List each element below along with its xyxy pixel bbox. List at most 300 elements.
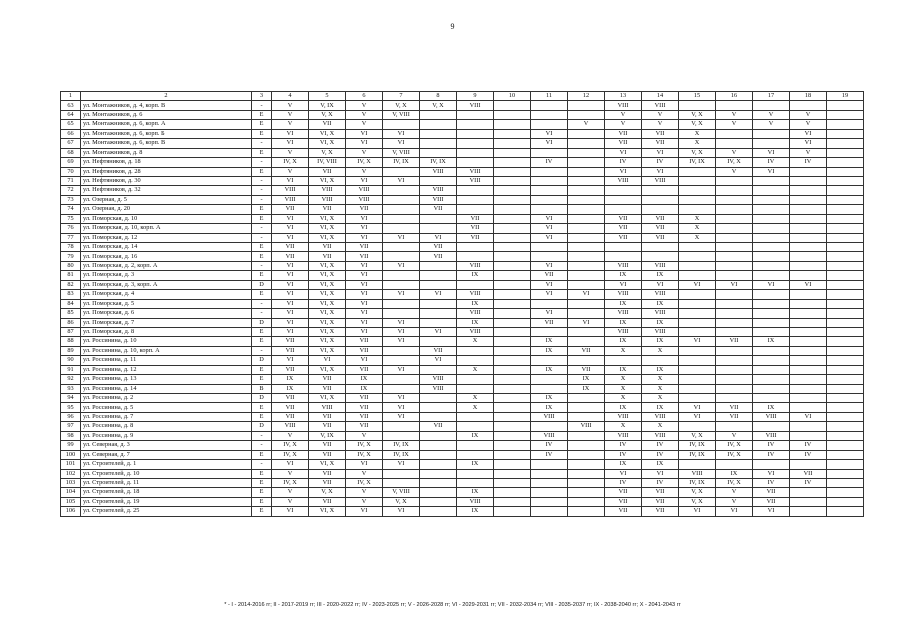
table-row bbox=[61, 205, 864, 214]
address-cell: ул. Строителей, д. 10 bbox=[81, 469, 252, 478]
schedule-cell: VI, X bbox=[309, 280, 346, 289]
schedule-cell bbox=[827, 271, 864, 280]
schedule-cell: VI bbox=[679, 412, 716, 421]
schedule-cell: VI bbox=[383, 318, 420, 327]
schedule-cell bbox=[790, 186, 827, 195]
schedule-cell bbox=[568, 478, 605, 487]
schedule-cell bbox=[457, 441, 494, 450]
schedule-cell: VI bbox=[346, 233, 383, 242]
schedule-cell bbox=[679, 186, 716, 195]
schedule-cell: VII bbox=[309, 412, 346, 421]
schedule-cell: VIII bbox=[753, 412, 790, 421]
schedule-cell: VII bbox=[605, 497, 642, 506]
schedule-cell bbox=[716, 318, 753, 327]
schedule-cell: VI bbox=[605, 469, 642, 478]
schedule-cell bbox=[494, 318, 531, 327]
table-row bbox=[61, 148, 864, 157]
schedule-cell bbox=[642, 205, 679, 214]
schedule-cell: VII bbox=[605, 129, 642, 138]
schedule-cell: VI bbox=[753, 167, 790, 176]
schedule-cell bbox=[642, 243, 679, 252]
schedule-cell: V, X bbox=[679, 497, 716, 506]
schedule-cell: VIII bbox=[642, 261, 679, 270]
category-cell: E bbox=[252, 412, 272, 421]
schedule-cell: VI bbox=[383, 176, 420, 185]
schedule-cell bbox=[753, 176, 790, 185]
schedule-cell bbox=[568, 214, 605, 223]
table-row bbox=[61, 167, 864, 176]
schedule-cell: VI bbox=[531, 214, 568, 223]
schedule-cell: VII bbox=[420, 422, 457, 431]
schedule-cell: VII bbox=[716, 337, 753, 346]
schedule-cell: X bbox=[605, 384, 642, 393]
schedule-cell bbox=[494, 243, 531, 252]
schedule-cell bbox=[531, 299, 568, 308]
schedule-cell bbox=[420, 176, 457, 185]
schedule-cell: VI bbox=[383, 337, 420, 346]
schedule-cell bbox=[420, 120, 457, 129]
schedule-cell bbox=[494, 441, 531, 450]
schedule-cell bbox=[790, 346, 827, 355]
schedule-cell bbox=[494, 299, 531, 308]
schedule-table-wrapper bbox=[60, 91, 864, 517]
schedule-cell bbox=[457, 120, 494, 129]
schedule-cell: VI bbox=[272, 290, 309, 299]
schedule-cell bbox=[716, 309, 753, 318]
schedule-cell bbox=[753, 139, 790, 148]
schedule-cell bbox=[531, 384, 568, 393]
schedule-cell bbox=[716, 384, 753, 393]
schedule-cell bbox=[568, 158, 605, 167]
schedule-cell: V, X bbox=[679, 488, 716, 497]
schedule-cell: VI bbox=[383, 233, 420, 242]
schedule-cell: VI bbox=[531, 290, 568, 299]
schedule-cell: X bbox=[642, 346, 679, 355]
schedule-cell: VII bbox=[420, 346, 457, 355]
schedule-cell bbox=[679, 167, 716, 176]
schedule-cell bbox=[494, 309, 531, 318]
schedule-cell bbox=[457, 195, 494, 204]
schedule-cell: VI bbox=[346, 139, 383, 148]
schedule-cell: V bbox=[568, 120, 605, 129]
category-cell: E bbox=[252, 243, 272, 252]
schedule-cell: VI bbox=[531, 129, 568, 138]
address-cell: ул. Россинина, д. 7 bbox=[81, 412, 252, 421]
schedule-cell: VI bbox=[790, 129, 827, 138]
schedule-cell: VI, X bbox=[309, 139, 346, 148]
schedule-cell: IX bbox=[605, 271, 642, 280]
schedule-cell: V, X bbox=[383, 101, 420, 110]
schedule-cell: V, X bbox=[679, 120, 716, 129]
header-cell: 16 bbox=[716, 92, 753, 101]
address-cell: ул. Россинина, д. 13 bbox=[81, 375, 252, 384]
schedule-cell: X bbox=[642, 422, 679, 431]
schedule-cell: IX bbox=[531, 365, 568, 374]
schedule-cell bbox=[383, 478, 420, 487]
schedule-cell bbox=[716, 101, 753, 110]
schedule-cell: VIII bbox=[420, 195, 457, 204]
schedule-cell bbox=[679, 261, 716, 270]
table-row bbox=[61, 441, 864, 450]
schedule-cell bbox=[827, 460, 864, 469]
category-cell: E bbox=[252, 148, 272, 157]
schedule-cell: V bbox=[605, 120, 642, 129]
schedule-cell bbox=[457, 356, 494, 365]
schedule-cell: VII bbox=[309, 469, 346, 478]
table-row bbox=[61, 394, 864, 403]
schedule-cell: VIII bbox=[605, 412, 642, 421]
schedule-cell: VI bbox=[346, 318, 383, 327]
schedule-cell bbox=[716, 261, 753, 270]
schedule-cell bbox=[753, 346, 790, 355]
schedule-cell bbox=[494, 375, 531, 384]
schedule-cell: IX bbox=[531, 337, 568, 346]
address-cell: ул. Строителей, д. 19 bbox=[81, 497, 252, 506]
schedule-cell: VII bbox=[309, 384, 346, 393]
schedule-cell: IX bbox=[716, 469, 753, 478]
schedule-cell: X bbox=[605, 375, 642, 384]
schedule-cell bbox=[457, 139, 494, 148]
category-cell: E bbox=[252, 403, 272, 412]
schedule-cell bbox=[753, 422, 790, 431]
schedule-cell bbox=[568, 497, 605, 506]
schedule-cell bbox=[827, 205, 864, 214]
category-cell: E bbox=[252, 110, 272, 119]
schedule-cell: V bbox=[346, 120, 383, 129]
schedule-cell bbox=[827, 224, 864, 233]
schedule-cell bbox=[753, 233, 790, 242]
schedule-cell bbox=[827, 167, 864, 176]
schedule-cell: IX bbox=[642, 299, 679, 308]
schedule-cell bbox=[679, 460, 716, 469]
schedule-cell: VI bbox=[346, 224, 383, 233]
schedule-cell bbox=[420, 318, 457, 327]
schedule-cell: V bbox=[790, 148, 827, 157]
schedule-cell: V, X bbox=[309, 488, 346, 497]
schedule-cell: VI bbox=[346, 261, 383, 270]
address-cell: ул. Поморская, д. 10, корп. А bbox=[81, 224, 252, 233]
schedule-cell bbox=[568, 243, 605, 252]
schedule-cell bbox=[790, 384, 827, 393]
schedule-cell: IV, IX bbox=[679, 441, 716, 450]
schedule-cell bbox=[457, 110, 494, 119]
schedule-cell: VIII bbox=[642, 290, 679, 299]
schedule-cell: VIII bbox=[642, 176, 679, 185]
schedule-cell bbox=[568, 261, 605, 270]
schedule-cell: VI bbox=[346, 280, 383, 289]
schedule-cell bbox=[568, 403, 605, 412]
schedule-cell: VII bbox=[716, 412, 753, 421]
category-cell: E bbox=[252, 214, 272, 223]
schedule-cell: VI bbox=[272, 129, 309, 138]
schedule-cell bbox=[679, 327, 716, 336]
schedule-cell bbox=[716, 394, 753, 403]
schedule-cell bbox=[753, 101, 790, 110]
schedule-cell bbox=[827, 101, 864, 110]
schedule-cell: VII bbox=[309, 422, 346, 431]
category-cell: - bbox=[252, 346, 272, 355]
schedule-cell: IX bbox=[457, 460, 494, 469]
schedule-cell bbox=[679, 394, 716, 403]
schedule-cell bbox=[457, 243, 494, 252]
schedule-cell bbox=[420, 488, 457, 497]
schedule-cell bbox=[679, 243, 716, 252]
schedule-cell: V bbox=[716, 110, 753, 119]
schedule-cell: VI bbox=[272, 233, 309, 242]
table-row bbox=[61, 139, 864, 148]
schedule-cell bbox=[531, 497, 568, 506]
schedule-cell bbox=[383, 252, 420, 261]
table-row bbox=[61, 422, 864, 431]
schedule-cell: VII bbox=[642, 129, 679, 138]
schedule-cell: VII bbox=[605, 233, 642, 242]
schedule-cell: IX bbox=[642, 271, 679, 280]
schedule-cell bbox=[494, 365, 531, 374]
schedule-cell bbox=[494, 158, 531, 167]
schedule-cell: VI, X bbox=[309, 129, 346, 138]
schedule-cell: VII bbox=[346, 403, 383, 412]
category-cell: E bbox=[252, 507, 272, 516]
schedule-cell: IV bbox=[790, 450, 827, 459]
schedule-cell bbox=[827, 507, 864, 516]
schedule-cell: IV, IX bbox=[383, 450, 420, 459]
schedule-cell: VIII bbox=[679, 469, 716, 478]
schedule-cell: VI bbox=[642, 148, 679, 157]
schedule-cell: V, IX bbox=[309, 431, 346, 440]
schedule-cell bbox=[420, 261, 457, 270]
schedule-cell bbox=[827, 214, 864, 223]
schedule-cell: VI bbox=[272, 327, 309, 336]
category-cell: - bbox=[252, 261, 272, 270]
schedule-cell: VII bbox=[568, 365, 605, 374]
table-row bbox=[61, 299, 864, 308]
schedule-cell: VIII bbox=[457, 290, 494, 299]
schedule-cell: VI bbox=[790, 139, 827, 148]
schedule-cell: VII bbox=[642, 507, 679, 516]
schedule-cell bbox=[383, 243, 420, 252]
table-row bbox=[61, 318, 864, 327]
schedule-cell: VI, X bbox=[309, 460, 346, 469]
schedule-cell bbox=[827, 252, 864, 261]
schedule-cell bbox=[568, 488, 605, 497]
schedule-cell bbox=[790, 356, 827, 365]
schedule-cell bbox=[716, 224, 753, 233]
schedule-cell: IX bbox=[457, 431, 494, 440]
schedule-cell: VII bbox=[309, 497, 346, 506]
schedule-cell bbox=[605, 195, 642, 204]
schedule-cell bbox=[679, 375, 716, 384]
schedule-cell bbox=[383, 224, 420, 233]
schedule-cell: IX bbox=[457, 271, 494, 280]
schedule-cell bbox=[827, 129, 864, 138]
schedule-cell bbox=[827, 384, 864, 393]
table-row bbox=[61, 365, 864, 374]
header-cell: 11 bbox=[531, 92, 568, 101]
schedule-cell bbox=[716, 186, 753, 195]
schedule-cell: V, X bbox=[420, 101, 457, 110]
schedule-cell: V bbox=[716, 488, 753, 497]
schedule-cell bbox=[494, 478, 531, 487]
schedule-cell bbox=[790, 375, 827, 384]
schedule-cell bbox=[827, 309, 864, 318]
schedule-cell: VI, X bbox=[309, 309, 346, 318]
schedule-cell bbox=[753, 252, 790, 261]
schedule-cell bbox=[420, 460, 457, 469]
schedule-cell: VIII bbox=[272, 422, 309, 431]
table-row bbox=[61, 469, 864, 478]
row-number-cell: 77 bbox=[61, 233, 81, 242]
schedule-cell: V, X bbox=[309, 148, 346, 157]
schedule-cell bbox=[790, 327, 827, 336]
category-cell: D bbox=[252, 318, 272, 327]
schedule-cell bbox=[420, 110, 457, 119]
schedule-cell: VIII bbox=[457, 261, 494, 270]
schedule-cell bbox=[383, 120, 420, 129]
schedule-cell: V bbox=[346, 101, 383, 110]
schedule-cell bbox=[420, 412, 457, 421]
schedule-cell: IX bbox=[457, 299, 494, 308]
header-row bbox=[61, 92, 864, 101]
address-cell: ул. Россинина, д. 10, корп. А bbox=[81, 346, 252, 355]
schedule-cell bbox=[716, 375, 753, 384]
schedule-cell bbox=[790, 507, 827, 516]
schedule-cell bbox=[790, 243, 827, 252]
address-cell: ул. Россинина, д. 5 bbox=[81, 403, 252, 412]
row-number-cell: 89 bbox=[61, 346, 81, 355]
schedule-cell bbox=[531, 478, 568, 487]
row-number-cell: 94 bbox=[61, 394, 81, 403]
schedule-cell: VI bbox=[420, 356, 457, 365]
schedule-cell bbox=[642, 356, 679, 365]
schedule-cell: VII bbox=[531, 271, 568, 280]
schedule-cell bbox=[568, 139, 605, 148]
address-cell: ул. Поморская, д. 2, корп. А bbox=[81, 261, 252, 270]
schedule-cell bbox=[827, 488, 864, 497]
schedule-cell: VIII bbox=[531, 412, 568, 421]
schedule-cell bbox=[716, 346, 753, 355]
schedule-cell bbox=[642, 195, 679, 204]
schedule-cell bbox=[494, 337, 531, 346]
address-cell: ул. Россинина, д. 10 bbox=[81, 337, 252, 346]
schedule-cell bbox=[790, 337, 827, 346]
address-cell: ул. Поморская, д. 4 bbox=[81, 290, 252, 299]
schedule-cell: VIII bbox=[753, 431, 790, 440]
schedule-cell: X bbox=[679, 214, 716, 223]
schedule-cell bbox=[790, 261, 827, 270]
schedule-cell: V bbox=[272, 497, 309, 506]
schedule-cell bbox=[420, 148, 457, 157]
schedule-cell: VIII bbox=[309, 403, 346, 412]
schedule-cell bbox=[568, 176, 605, 185]
row-number-cell: 67 bbox=[61, 139, 81, 148]
schedule-cell bbox=[790, 299, 827, 308]
category-cell: - bbox=[252, 299, 272, 308]
schedule-cell bbox=[605, 186, 642, 195]
schedule-cell bbox=[531, 469, 568, 478]
schedule-cell bbox=[531, 186, 568, 195]
schedule-cell bbox=[531, 101, 568, 110]
row-number-cell: 80 bbox=[61, 261, 81, 270]
schedule-cell bbox=[568, 507, 605, 516]
schedule-cell: VII bbox=[605, 214, 642, 223]
schedule-cell: VII bbox=[346, 346, 383, 355]
address-cell: ул. Северная, д. 3 bbox=[81, 441, 252, 450]
category-cell: - bbox=[252, 460, 272, 469]
row-number-cell: 63 bbox=[61, 101, 81, 110]
address-cell: ул. Строителей, д. 25 bbox=[81, 507, 252, 516]
schedule-cell: VI bbox=[272, 309, 309, 318]
address-cell: ул. Озерная, д. 5 bbox=[81, 195, 252, 204]
schedule-cell: VIII bbox=[457, 497, 494, 506]
row-number-cell: 96 bbox=[61, 412, 81, 421]
address-cell: ул. Монтажников, д. 6, корп. Б bbox=[81, 129, 252, 138]
address-cell: ул. Поморская, д. 14 bbox=[81, 243, 252, 252]
address-cell: ул. Северная, д. 7 bbox=[81, 450, 252, 459]
row-number-cell: 76 bbox=[61, 224, 81, 233]
schedule-cell: IV, IX bbox=[420, 158, 457, 167]
schedule-cell: VI bbox=[679, 337, 716, 346]
schedule-cell: VI bbox=[531, 139, 568, 148]
schedule-cell: VI bbox=[531, 224, 568, 233]
schedule-cell: IX bbox=[457, 318, 494, 327]
schedule-cell bbox=[790, 365, 827, 374]
schedule-cell: IX bbox=[346, 375, 383, 384]
table-row bbox=[61, 403, 864, 412]
schedule-cell: IV, VIII bbox=[309, 158, 346, 167]
row-number-cell: 104 bbox=[61, 488, 81, 497]
address-cell: ул. Россинина, д. 2 bbox=[81, 394, 252, 403]
table-row bbox=[61, 507, 864, 516]
schedule-cell bbox=[827, 375, 864, 384]
row-number-cell: 97 bbox=[61, 422, 81, 431]
address-cell: ул. Строителей, д. 1 bbox=[81, 460, 252, 469]
schedule-cell: VIII bbox=[642, 431, 679, 440]
schedule-cell: VI bbox=[605, 148, 642, 157]
schedule-cell bbox=[568, 327, 605, 336]
schedule-cell: IV, X bbox=[716, 450, 753, 459]
row-number-cell: 72 bbox=[61, 186, 81, 195]
schedule-cell bbox=[716, 460, 753, 469]
schedule-cell: IV, IX bbox=[679, 158, 716, 167]
schedule-cell: VI bbox=[272, 224, 309, 233]
schedule-cell bbox=[790, 394, 827, 403]
row-number-cell: 103 bbox=[61, 478, 81, 487]
schedule-cell: VIII bbox=[605, 261, 642, 270]
schedule-cell: V bbox=[716, 120, 753, 129]
schedule-cell bbox=[494, 101, 531, 110]
schedule-cell: VII bbox=[272, 403, 309, 412]
schedule-cell bbox=[568, 412, 605, 421]
schedule-cell: VI, X bbox=[309, 176, 346, 185]
schedule-cell bbox=[679, 318, 716, 327]
schedule-cell bbox=[790, 101, 827, 110]
schedule-cell: VI bbox=[272, 507, 309, 516]
schedule-cell: VII bbox=[790, 469, 827, 478]
schedule-cell: VI bbox=[309, 356, 346, 365]
schedule-cell bbox=[457, 469, 494, 478]
schedule-cell bbox=[827, 365, 864, 374]
schedule-cell: IV bbox=[642, 450, 679, 459]
table-row bbox=[61, 252, 864, 261]
schedule-cell: IX bbox=[346, 384, 383, 393]
schedule-cell bbox=[753, 460, 790, 469]
schedule-cell bbox=[753, 129, 790, 138]
schedule-cell: VI bbox=[383, 460, 420, 469]
schedule-cell: VI bbox=[679, 507, 716, 516]
address-cell: ул. Нефтяников, д. 18 bbox=[81, 158, 252, 167]
table-header bbox=[61, 92, 864, 101]
header-cell: 4 bbox=[272, 92, 309, 101]
